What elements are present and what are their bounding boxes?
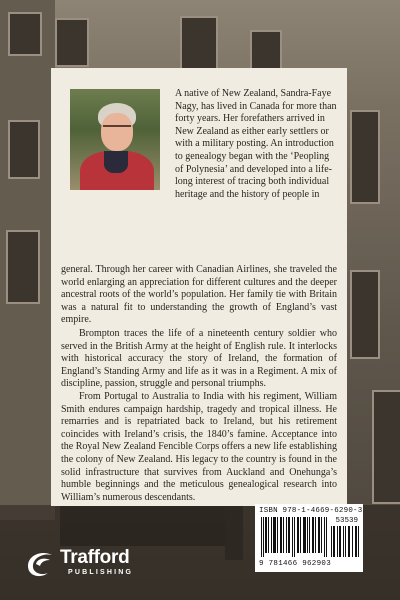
synopsis-paragraph: From Portugal to Australia to India with his regiment, William Smith endures campaign hardship, tragedy and tropical illness. He remarries and is repatriated back to Ireland, but his retirement coincides with Ireland’s crisis, the 1840’s famine. Acceptance into the Royal New Zealand Fencible Corps offers a new life establishing the colony of New Zealand. His legacy to the country is found in the solid infrastructure that survives from Auckland and Onehunga’s humble beginnings and the meticulous genealogical research into William’s numerous descendants. (61, 391, 337, 503)
author-bio-intro: A native of New Zealand, Sandra-Faye Nagy, has lived in Canada for more than forty years. Her forefathers arrived in New Zealand as either early settlers or with a military posting. An introduction to genealogy began with the ‘Peopling of Polynesia’ and developed into a life-long interest of tracing both individual heritage and the history of people in (175, 88, 337, 200)
building-window (350, 270, 380, 359)
synopsis-paragraph: Brompton traces the life of a nineteenth century soldier who served in the British Army at the height of English rule. It interlocks with historical accuracy the story of Ireland, the formation of England’s Standing Army and life as it was in a Regiment. A mix of discipline, passion, struggle and personal triumphs. (61, 328, 337, 390)
publisher-name: Trafford (60, 547, 130, 568)
building-window (350, 110, 380, 204)
building-window (8, 120, 40, 179)
building-window (372, 390, 400, 504)
building-window (8, 12, 42, 56)
barcode-digits: 9 781466 962903 (259, 560, 332, 568)
price-barcode-bars (331, 526, 359, 557)
building-window (180, 16, 218, 70)
author-bio-continued: general. Through her career with Canadian Airlines, she traveled the world enlarging an appreciation for different cultures and the deeper ancestral roots of the world’s population. Her family tie with Britain was a natural fit to understanding the growth of England’s vast empire. (61, 264, 337, 326)
publisher-tagline: PUBLISHING (68, 569, 134, 576)
trafford-swirl-icon (24, 546, 58, 580)
publisher-logo (24, 546, 164, 582)
building-window (6, 230, 40, 304)
price-code: 53539 (335, 517, 358, 525)
building-window (55, 18, 89, 67)
author-photo (70, 89, 160, 190)
author-neckline (104, 151, 128, 173)
isbn-label: ISBN 978-1-4669-6290-3 (259, 507, 363, 515)
author-glasses (103, 125, 131, 133)
shopfront-shadow (60, 506, 240, 546)
isbn-barcode (255, 504, 363, 572)
ean-barcode-bars (261, 517, 327, 557)
